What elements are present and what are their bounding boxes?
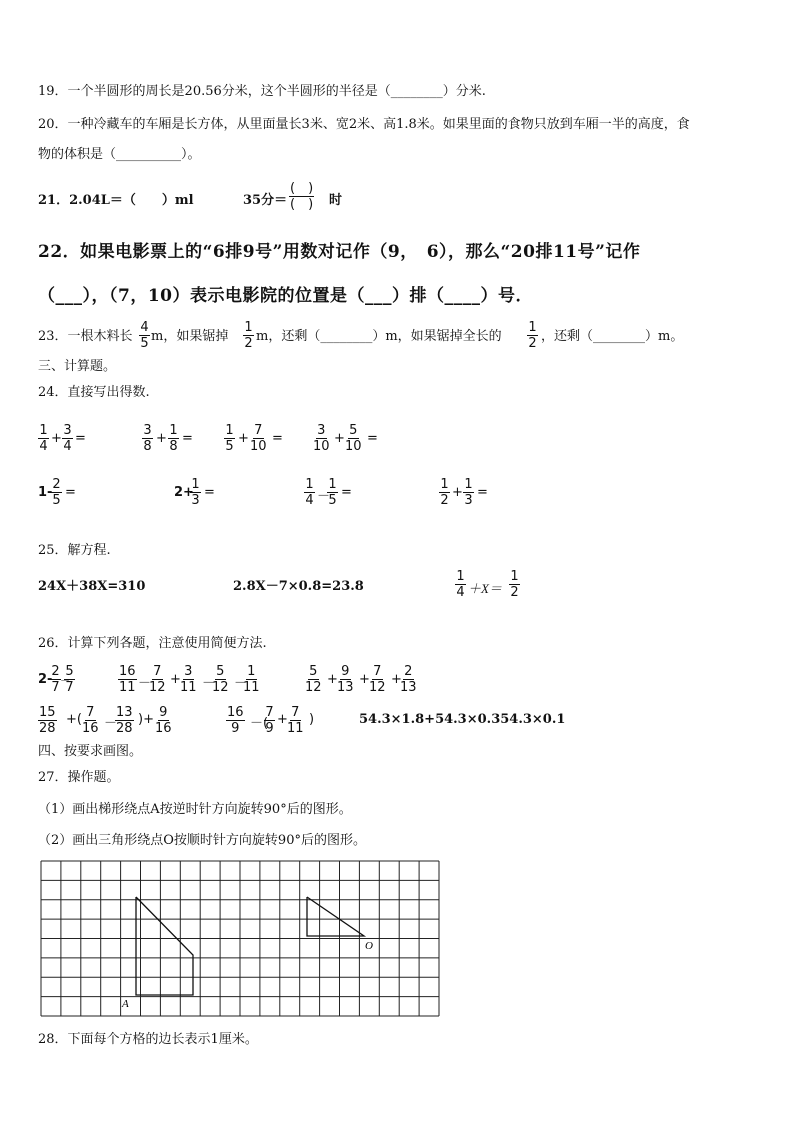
question-19: 19．一个半圆形的周长是20.56分米，这个半圆形的半径是（________）分米. [38,84,486,99]
op: － [60,676,70,687]
q24-frac: $\frac{1}{4}$ [39,423,48,454]
q26-frac: $\frac{9}{13}$ [337,664,354,695]
q26-frac: $\frac{16}{9}$ [227,705,244,736]
q24-frac: $\frac{1}{5}$ [225,423,234,454]
fraction-numerator: 1 [528,320,537,335]
question-25: 25．解方程. [38,543,111,558]
equation-2: 2.8X－7×0.8=23.8 [233,579,364,594]
question-27: 27．操作题。 [38,770,120,785]
q26-expression: 54.3×1.8+54.3×0.354.3×0.1 [359,712,566,727]
fraction-numerator: ( ) [290,181,314,196]
question-23-part1: 23．一根木料长 [38,329,133,344]
op: － [104,716,118,731]
question-23-fraction-1 [139,320,150,351]
op: －( [250,716,269,731]
drawing-grid [40,860,440,1017]
fraction-denominator: ( ) [290,197,314,212]
op: 1- [38,485,53,500]
section-4-heading: 四、按要求画图。 [38,744,143,759]
question-23-fraction-2 [243,320,254,351]
q24-frac: $\frac{1}{4}$ [305,477,314,508]
op: + [51,431,62,446]
q24-frac: $\frac{5}{10}$ [345,423,362,454]
question-27-1: （1）画出梯形绕点A按逆时针方向旋转90°后的图形。 [38,802,352,817]
op: 2+ [174,485,194,500]
question-21-right-prefix: 35分＝ [243,193,288,208]
question-23-fraction-3 [527,320,538,351]
q24-frac: $\frac{1}{3}$ [464,477,473,508]
op: +( [66,712,82,727]
op: = [65,485,76,500]
question-21-right-suffix: 时 [329,193,343,208]
op: = [367,431,378,446]
q26-frac: $\frac{7}{12}$ [369,664,386,695]
op: + [452,485,463,500]
fraction-numerator: 1 [244,320,253,335]
q26-frac: $\frac{15}{28}$ [39,705,56,736]
op: － [138,676,152,691]
op: = [204,485,215,500]
question-23-part2: m，如果锯掉 [151,329,229,344]
op: － [317,489,331,504]
q26-frac: $\frac{2}{13}$ [400,664,417,695]
fraction-denominator: 2 [244,336,253,351]
op: + [334,431,345,446]
question-24: 24．直接写出得数. [38,385,150,400]
q26-frac: $\frac{7}{9}$ [265,705,274,736]
q26-frac: $\frac{7}{12}$ [149,664,166,695]
question-27-2: （2）画出三角形绕点O按顺时针方向旋转90°后的图形。 [38,833,366,848]
question-23-part4: ，还剩（________）m。 [541,329,684,344]
q26-frac: $\frac{13}{28}$ [116,705,133,736]
equation-1: 24X＋38X=310 [38,579,146,594]
question-21-fraction [289,181,314,212]
question-22-line2: （___），（7，10）表示电影院的位置是（___）排（____）号． [38,286,533,306]
op: = [477,485,488,500]
fraction-denominator: 2 [528,336,537,351]
question-22-line1: 22．如果电影票上的“6排9号”用数对记作（9， 6），那么“20排11号”记作 [38,242,641,262]
op: + [170,672,181,687]
op: + [359,672,370,687]
op: = [75,431,86,446]
op: = [341,485,352,500]
question-21-left: 21．2.04L＝（ ）ml [38,193,194,208]
op: － [234,676,248,691]
op: + [156,431,167,446]
equation-3-mid: ＋X＝ [468,581,502,596]
op: + [391,672,402,687]
op: = [182,431,193,446]
op: + [238,431,249,446]
q24-frac: $\frac{1}{5}$ [328,477,337,508]
fraction-denominator: 5 [140,336,149,351]
question-28: 28．下面每个方格的边长表示1厘米。 [38,1032,258,1047]
section-3-heading: 三、计算题。 [38,359,117,374]
point-a-label: A [122,998,129,1010]
question-20-line1: 20．一种冷藏车的车厢是长方体，从里面量长3米、宽2米、高1.8米。如果里面的食物只放到车厢一半的高度，食 [38,117,690,132]
q26-frac: $\frac{7}{16}$ [82,705,99,736]
op: 2- [38,672,53,687]
op: + [277,712,288,727]
trapezoid-shape [136,897,193,995]
fraction-numerator: 4 [140,320,149,335]
q24-frac: $\frac{1}{3}$ [191,477,200,508]
q24-frac: $\frac{7}{10}$ [250,423,267,454]
q24-frac: $\frac{2}{5}$ [52,477,61,508]
q26-frac: $\frac{3}{11}$ [180,664,197,695]
question-20-line2: 物的体积是（__________）。 [38,147,201,162]
question-23-part3: m，还剩（________）m，如果锯掉全长的 [256,329,502,344]
equation-3-frac: $\frac{1}{4}$ [456,569,465,600]
op: = [272,431,283,446]
point-o-label: O [365,940,373,952]
q26-frac: $\frac{16}{11}$ [119,664,136,695]
q26-frac: $\frac{5}{12}$ [212,664,229,695]
q26-frac: $\frac{5}{7}$ [65,664,74,695]
q24-frac: $\frac{1}{2}$ [440,477,449,508]
q24-frac: $\frac{1}{8}$ [169,423,178,454]
q26-frac: $\frac{5}{12}$ [305,664,322,695]
q24-frac: $\frac{3}{8}$ [143,423,152,454]
q26-frac: $\frac{7}{11}$ [287,705,304,736]
op: + [327,672,338,687]
q26-frac: $\frac{2}{7}$ [51,664,60,695]
question-26: 26．计算下列各题，注意使用简便方法. [38,636,267,651]
q26-frac: $\frac{9}{16}$ [155,705,172,736]
op: ) [309,712,315,727]
q24-frac: $\frac{3}{4}$ [63,423,72,454]
q24-frac: $\frac{3}{10}$ [313,423,330,454]
equation-3-frac: $\frac{1}{2}$ [510,569,519,600]
triangle-shape [307,897,364,936]
q26-frac: $\frac{1}{11}$ [243,664,260,695]
op: )+ [138,712,154,727]
op: － [202,676,216,691]
